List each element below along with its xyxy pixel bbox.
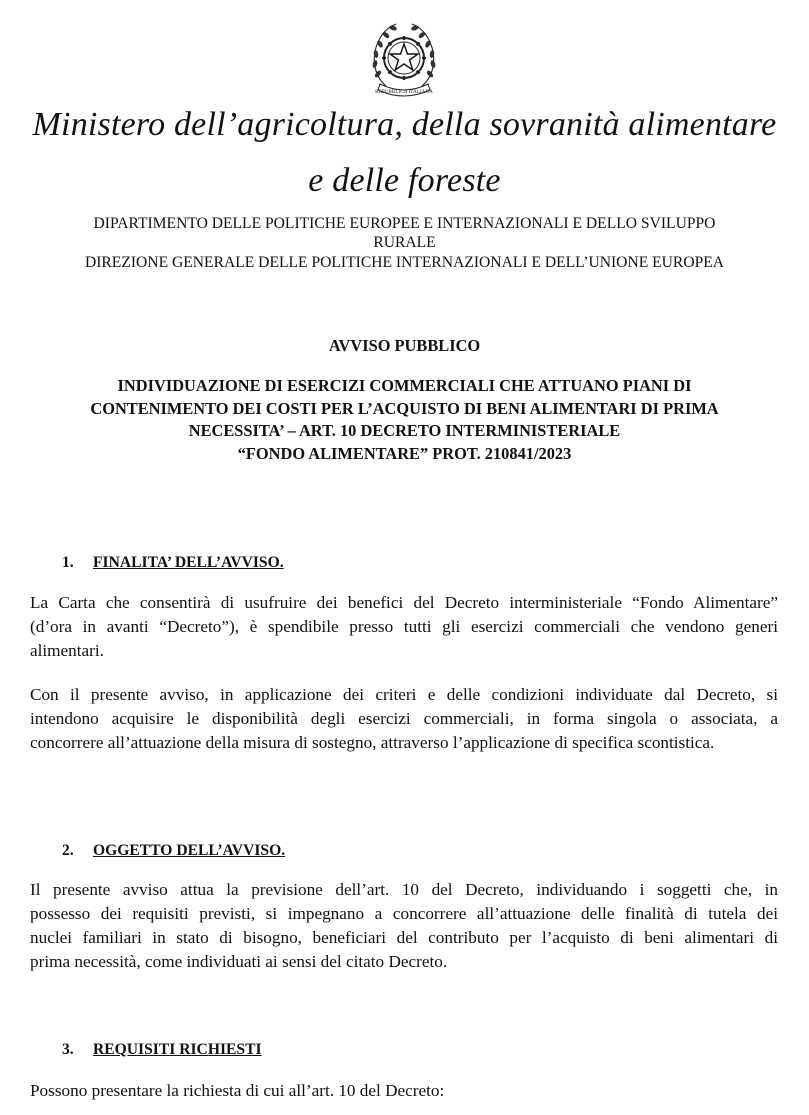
paragraph-line: nuclei familiari in stato di bisogno, beneficiari del contributo per l’acquisto di beni alimentari di bbox=[30, 928, 778, 947]
notice-title-line: CONTENIMENTO DEI COSTI PER L’ACQUISTO DI BENI ALIMENTARI DI PRIMA bbox=[90, 399, 719, 418]
section-title: REQUISITI RICHIESTI bbox=[93, 1041, 262, 1058]
paragraph bbox=[30, 1079, 778, 1103]
section-heading bbox=[62, 1040, 262, 1060]
paragraph-line: La Carta che consentirà di usufruire dei benefici del Decreto interministeriale “Fondo Alimentare” bbox=[30, 593, 778, 612]
ministry-name-line-2: e delle foreste bbox=[308, 162, 501, 199]
section-title: OGGETTO DELL’AVVISO. bbox=[93, 842, 286, 859]
department-line-1: DIPARTIMENTO DELLE POLITICHE EUROPEE E INTERNAZIONALI E DELLO SVILUPPO bbox=[93, 215, 716, 232]
paragraph bbox=[30, 683, 778, 755]
notice-title-line: “FONDO ALIMENTARE” PROT. 210841/2023 bbox=[237, 444, 572, 463]
section-heading bbox=[62, 553, 284, 573]
paragraph-line: Possono presentare la richiesta di cui all’art. 10 del Decreto: bbox=[30, 1081, 445, 1100]
paragraph bbox=[30, 591, 778, 663]
paragraph bbox=[30, 878, 778, 974]
paragraph-line: possesso dei requisiti previsti, si impegnano a concorrere all’attuazione delle finalità di tutela dei bbox=[30, 904, 778, 923]
notice-label: AVVISO PUBBLICO bbox=[328, 336, 481, 355]
department-line-2: RURALE bbox=[373, 234, 436, 251]
section-heading bbox=[62, 841, 285, 861]
italian-republic-emblem-icon bbox=[366, 16, 442, 102]
section-number: 3. bbox=[62, 1041, 74, 1058]
section-title: FINALITA’ DELL’AVVISO. bbox=[93, 554, 284, 571]
paragraph-line: (d’ora in avanti “Decreto”), è spendibile presso tutti gli esercizi commerciali che vendono generi bbox=[30, 617, 778, 636]
paragraph-line: concorrere all’attuazione della misura di sostegno, attraverso l’applicazione di specifica scontistica. bbox=[30, 733, 715, 752]
paragraph-line: intendono acquisire le disponibilità degli esercizi commerciali, in forma singola o associata, a bbox=[30, 709, 778, 728]
paragraph-line: Con il presente avviso, in applicazione dei criteri e delle condizioni individuate dal Decreto, si bbox=[30, 685, 778, 704]
paragraph-line: Il presente avviso attua la previsione dell’art. 10 del Decreto, individuando i soggetti che, in bbox=[30, 880, 778, 899]
paragraph-line: alimentari. bbox=[30, 641, 104, 660]
paragraph-line: prima necessità, come individuati ai sensi del citato Decreto. bbox=[30, 952, 448, 971]
notice-title-line: NECESSITA’ – ART. 10 DECRETO INTERMINISTERIALE bbox=[188, 421, 621, 440]
emblem-motto: REPUBBLICA ITALIANA bbox=[375, 89, 433, 95]
ministry-name-line-1: Ministero dell’agricoltura, della sovranità alimentare bbox=[32, 106, 777, 143]
section-number: 2. bbox=[62, 842, 74, 859]
direction-line: DIREZIONE GENERALE DELLE POLITICHE INTERNAZIONALI E DELL’UNIONE EUROPEA bbox=[84, 254, 725, 271]
section-number: 1. bbox=[62, 554, 74, 571]
notice-title-line: INDIVIDUAZIONE DI ESERCIZI COMMERCIALI CHE ATTUANO PIANI DI bbox=[117, 376, 692, 395]
